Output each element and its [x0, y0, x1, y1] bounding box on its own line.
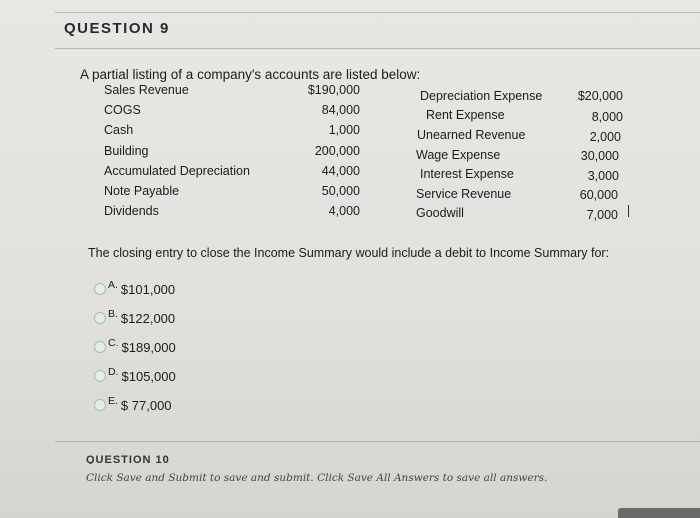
- radio-button[interactable]: [94, 312, 106, 324]
- choice-letter: B.: [108, 308, 118, 320]
- question-divider: [55, 441, 700, 442]
- choice-amount: $ 77,000: [120, 397, 172, 413]
- account-name: Service Revenue: [416, 187, 512, 201]
- answer-choice-b[interactable]: [94, 308, 175, 328]
- radio-button[interactable]: [94, 283, 106, 295]
- title-divider: [55, 48, 700, 49]
- account-value: 3,000: [587, 169, 619, 183]
- account-name: Accumulated Depreciation: [104, 164, 250, 178]
- account-name: Dividends: [104, 204, 159, 218]
- radio-button[interactable]: [94, 370, 106, 382]
- top-divider: [55, 12, 700, 13]
- account-name: COGS: [104, 103, 141, 117]
- account-value: 1,000: [328, 123, 360, 137]
- question-prompt: The closing entry to close the Income Summary would include a debit to Income Summary for:: [88, 246, 610, 260]
- account-name: Rent Expense: [426, 108, 505, 122]
- choice-letter: E.: [108, 395, 118, 407]
- choice-letter: C.: [108, 337, 119, 349]
- answer-choice-e[interactable]: [94, 395, 172, 415]
- radio-button[interactable]: [94, 399, 106, 411]
- choice-amount: $101,000: [120, 281, 176, 297]
- account-name: Sales Revenue: [104, 83, 189, 97]
- question-10-title: QUESTION 10: [86, 454, 170, 464]
- save-instructions: Click Save and Submit to save and submit. Click Save All Answers to save all answers.: [86, 472, 548, 484]
- text-cursor: [622, 205, 629, 217]
- answer-choice-c[interactable]: [94, 337, 176, 357]
- account-value: $20,000: [577, 89, 623, 103]
- save-all-answers-button[interactable]: [618, 508, 700, 518]
- account-name: Depreciation Expense: [420, 89, 543, 103]
- choice-amount: $105,000: [121, 368, 176, 384]
- account-value: 8,000: [591, 110, 623, 124]
- account-value: 7,000: [586, 208, 618, 222]
- account-value: 60,000: [579, 188, 618, 202]
- account-value: 2,000: [589, 130, 621, 144]
- account-name: Wage Expense: [416, 148, 501, 162]
- account-value: 84,000: [321, 103, 360, 117]
- choice-amount: $122,000: [120, 310, 176, 326]
- choice-letter: D.: [108, 366, 119, 378]
- account-value: $190,000: [307, 83, 360, 97]
- question-intro: A partial listing of a company's accounts are listed below:: [80, 67, 421, 82]
- account-value: 4,000: [328, 204, 360, 218]
- answer-choice-a[interactable]: [94, 279, 175, 299]
- account-value: 200,000: [314, 144, 360, 158]
- choice-amount: $189,000: [121, 339, 176, 355]
- account-name: Note Payable: [104, 184, 180, 198]
- radio-button[interactable]: [94, 341, 106, 353]
- account-value: 44,000: [321, 164, 360, 178]
- account-value: 50,000: [321, 184, 360, 198]
- account-name: Interest Expense: [420, 167, 514, 181]
- account-name: Goodwill: [416, 206, 464, 220]
- account-name: Building: [104, 144, 149, 158]
- account-name: Cash: [104, 123, 134, 137]
- answer-choice-d[interactable]: [94, 366, 176, 386]
- account-name: Unearned Revenue: [417, 128, 526, 142]
- question-9-title: QUESTION 9: [64, 20, 170, 37]
- account-value: 30,000: [580, 149, 619, 163]
- choice-letter: A.: [108, 279, 118, 291]
